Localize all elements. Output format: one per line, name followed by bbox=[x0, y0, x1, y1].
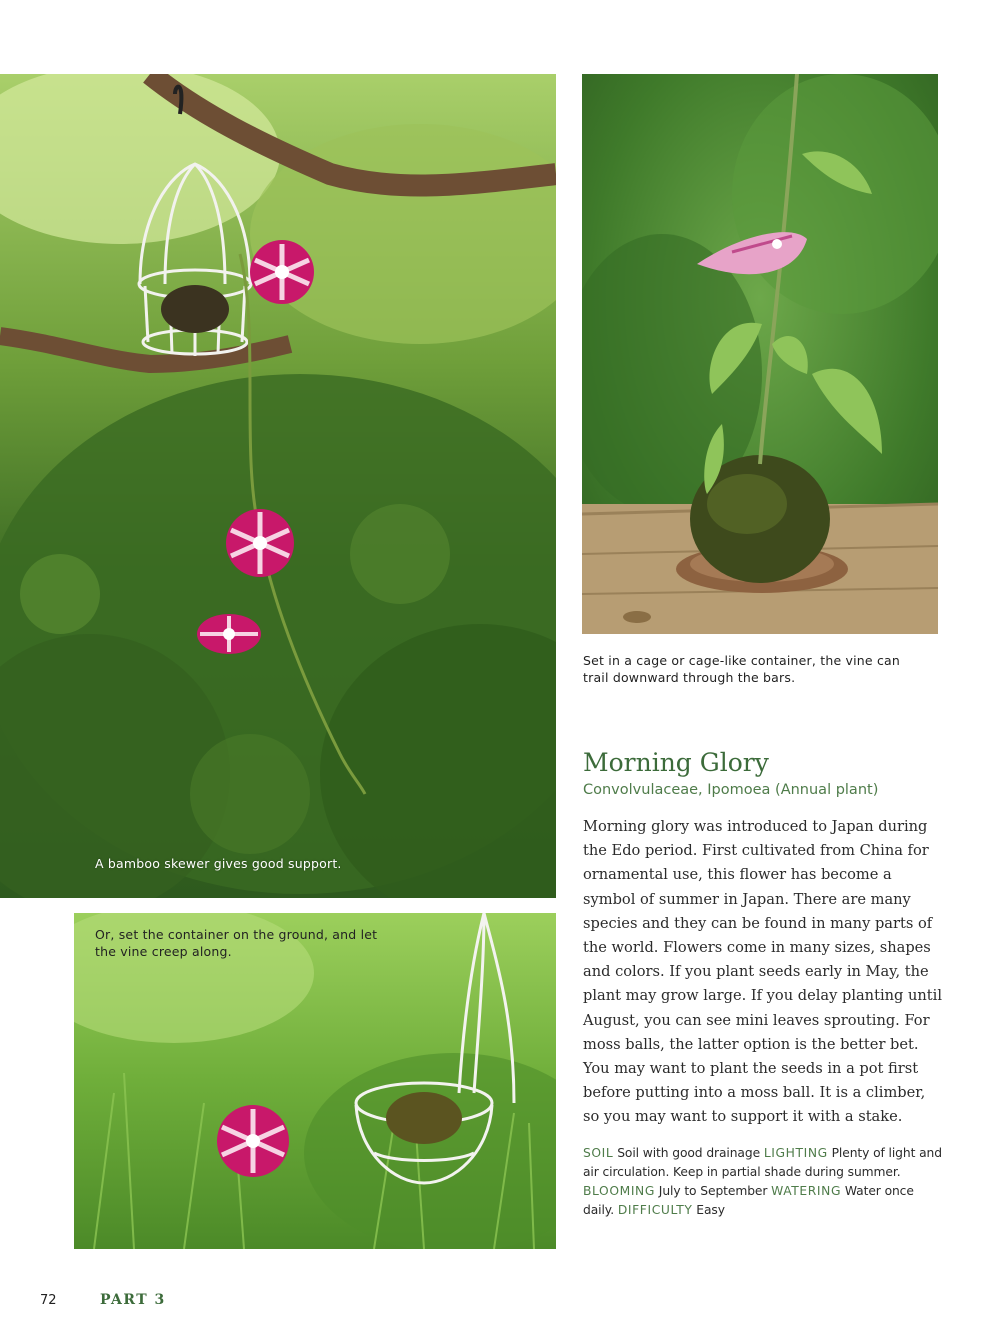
caption-ground: Or, set the container on the ground, and let the vine creep along. bbox=[95, 927, 378, 959]
care-lighting-label: LIGHTING bbox=[763, 1146, 828, 1160]
article-title: Morning Glory bbox=[583, 748, 769, 777]
page-number: 72 bbox=[40, 1293, 57, 1308]
care-difficulty-value: Easy bbox=[696, 1203, 725, 1217]
photo-table-moss-ball bbox=[582, 74, 938, 634]
photo-hanging-cage bbox=[0, 74, 556, 898]
care-info bbox=[583, 1144, 943, 1220]
care-blooming-value: July to September bbox=[658, 1184, 768, 1198]
article-subtitle: Convolvulaceae, Ipomoea (Annual plant) bbox=[583, 782, 879, 798]
caption-hanging: A bamboo skewer gives good support. bbox=[95, 856, 342, 871]
article-body: Morning glory was introduced to Japan during the Edo period. First cultivated from China for ornamental use, this flower has become a symbol of summer in Japan. There are many species and they can be found in many parts of the world. Flowers come in many sizes, shapes and colors. If you plant seeds early in May, the plant may grow large. If you delay planting until August, you can see mini leaves sprouting. For moss balls, the latter option is the better bet. You may want to plant the seeds in a pot first before putting into a moss ball. It is a climber, so you may want to support it with a stake. bbox=[583, 818, 942, 1126]
photo-ground-cage bbox=[74, 913, 556, 1249]
care-watering-label: WATERING bbox=[771, 1184, 842, 1198]
section-label: PART 3 bbox=[100, 1292, 166, 1308]
care-lighting-value: Plenty of light and air circulation. Keep in partial shade during summer. bbox=[583, 1146, 942, 1179]
care-blooming-label: BLOOMING bbox=[583, 1184, 655, 1198]
care-watering-value: Water once daily. bbox=[583, 1184, 914, 1217]
care-soil-value: Soil with good drainage bbox=[617, 1146, 761, 1160]
caption-table: Set in a cage or cage-like container, the vine can trail downward through the bars. bbox=[583, 653, 901, 685]
care-difficulty-label: DIFFICULTY bbox=[617, 1203, 693, 1217]
care-soil-label: SOIL bbox=[583, 1146, 614, 1160]
